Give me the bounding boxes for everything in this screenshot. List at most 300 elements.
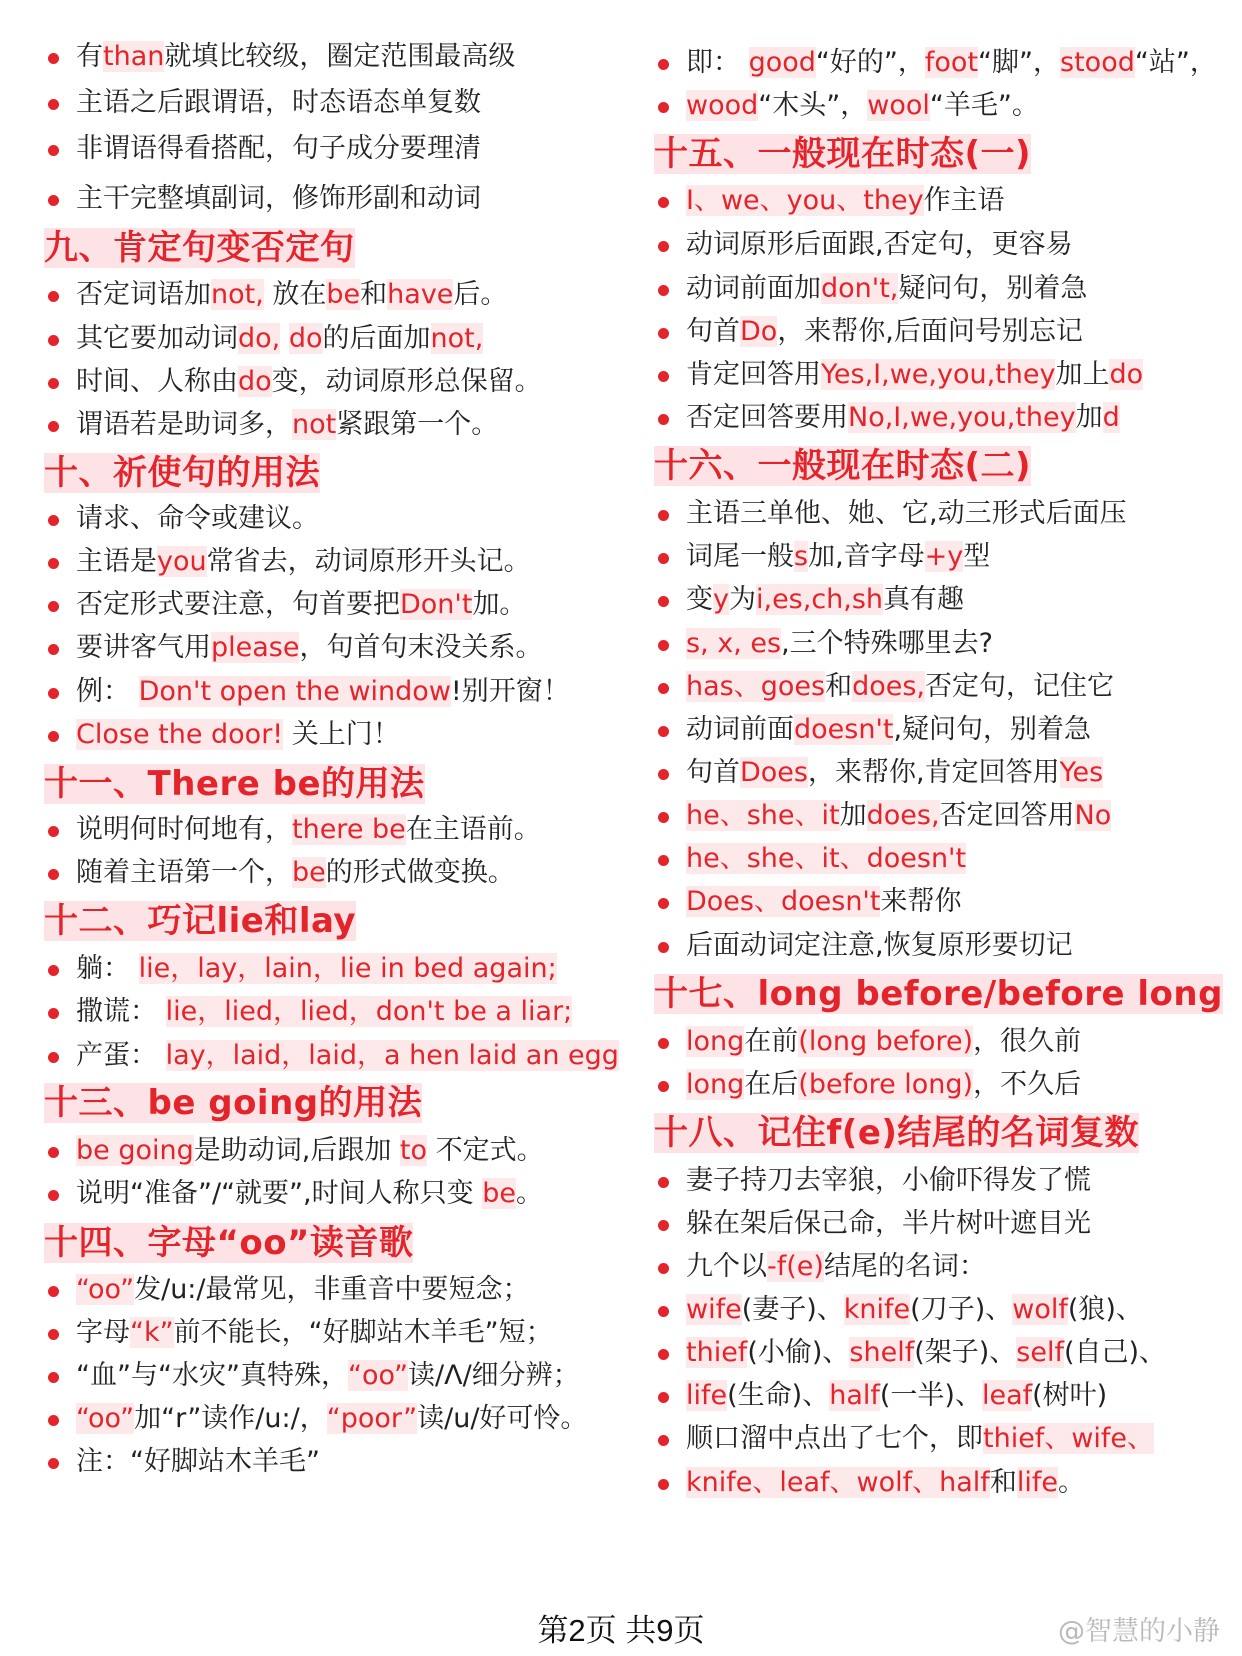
line-text: 后。 (453, 279, 508, 310)
bullet-icon (48, 378, 59, 389)
highlighted-term: long (686, 1069, 745, 1100)
rhyme-line (654, 1381, 1107, 1411)
rhyme-line (654, 403, 1120, 433)
line-text: 加上 (1055, 359, 1110, 390)
highlighted-term: d (1102, 402, 1120, 433)
line-text: 。 (1057, 1467, 1085, 1498)
line-text: 型 (963, 541, 991, 572)
line-text: 在前 (744, 1026, 799, 1057)
line-text: 例： (76, 676, 139, 707)
section-heading-text: 十八、记住f(e)结尾的名词复数 (654, 1113, 1139, 1153)
rhyme-line (654, 672, 1114, 702)
rhyme-line (44, 1179, 543, 1209)
line-text: 字母 (76, 1317, 130, 1348)
line-text: 加“r”读作/u:/， (134, 1403, 327, 1434)
bullet-icon (48, 869, 59, 880)
line-text: 是助动词,后跟加 (193, 1135, 400, 1166)
highlighted-term: Does (740, 757, 808, 788)
rhyme-line (44, 633, 542, 663)
line-text: 前不能长，“好脚站木羊毛”短； (173, 1317, 553, 1348)
bullet-icon (48, 688, 59, 699)
line-text: 动词前面加 (686, 273, 821, 304)
line-text: 就填比较级，圈定范围最高级 (164, 41, 516, 72)
highlighted-term: to (399, 1135, 428, 1166)
rhyme-line (654, 1166, 1091, 1196)
line-text: 主语三单他、她、它,动三形式后面压 (686, 498, 1127, 529)
line-text: (自己)、 (1063, 1337, 1167, 1368)
rhyme-line (654, 1468, 1085, 1498)
rhyme-line (654, 585, 964, 615)
highlighted-term: Don't (400, 589, 473, 620)
highlighted-term: not, (430, 323, 484, 354)
bullet-icon (658, 1306, 669, 1317)
line-text: 妻子持刀去宰狼，小偷吓得发了慌 (686, 1165, 1091, 1196)
line-text: 和 (360, 279, 388, 310)
rhyme-line (654, 1027, 1081, 1057)
line-text (280, 323, 289, 354)
highlighted-term: life (1016, 1467, 1058, 1498)
rhyme-line (654, 230, 1073, 260)
highlighted-term: than (103, 41, 165, 72)
line-text: (小偷)、 (747, 1337, 850, 1368)
rhyme-line (654, 1252, 986, 1282)
rhyme-line (44, 280, 507, 310)
section-heading-text: 十、祈使句的用法 (44, 453, 320, 493)
bullet-icon (658, 596, 669, 607)
rhyme-line (654, 629, 993, 659)
line-text: 即： (686, 47, 749, 78)
line-text: 主语是 (76, 546, 157, 577)
bullet-icon (48, 1458, 59, 1469)
line-text: 其它要加动词 (76, 323, 238, 354)
bullet-icon (48, 731, 59, 742)
rhyme-line (654, 1338, 1166, 1368)
highlighted-term: do (238, 366, 272, 397)
bullet-icon (658, 371, 669, 382)
rhyme-line (654, 758, 1103, 788)
bullet-icon (48, 291, 59, 302)
line-text: 变，动词原形总保留。 (271, 366, 542, 397)
highlighted-term: half (829, 1380, 880, 1411)
rhyme-line (44, 184, 481, 214)
highlighted-term: “oo” (347, 1360, 409, 1391)
highlighted-term: please (211, 632, 300, 663)
highlighted-term: be (326, 279, 361, 310)
highlighted-term: knife、leaf、wolf、half (686, 1467, 990, 1498)
line-text: 后面动词定注意,恢复原形要切记 (686, 930, 1073, 961)
highlighted-term: i,es,ch,sh (755, 584, 884, 615)
bullet-icon (658, 640, 669, 651)
highlighted-term: doesn't (794, 714, 894, 745)
rhyme-line (654, 1424, 1154, 1454)
highlighted-term: thief (686, 1337, 748, 1368)
line-text: 的形式做变换。 (325, 857, 515, 888)
highlighted-term: “k” (130, 1317, 174, 1348)
line-text: 时间、人称由 (76, 366, 238, 397)
section-heading (44, 1223, 413, 1263)
bullet-icon (48, 1190, 59, 1201)
line-text: (架子)、 (914, 1337, 1017, 1368)
line-text: 句首 (686, 757, 740, 788)
bullet-icon (658, 769, 669, 780)
rhyme-line (654, 715, 1091, 745)
line-text: ,三个特殊哪里去? (781, 628, 993, 659)
line-text: 加 (839, 800, 867, 831)
line-text: 发/u:/最常见，非重音中要短念； (134, 1274, 530, 1305)
bullet-icon (48, 601, 59, 612)
line-text: 否定词语加 (76, 279, 211, 310)
bullet-icon (658, 726, 669, 737)
bullet-icon (48, 1286, 59, 1297)
line-text: 的后面加 (322, 323, 431, 354)
rhyme-line (654, 48, 1217, 78)
line-text: 动词原形后面跟,否定句，更容易 (686, 229, 1073, 260)
line-text: “脚”， (978, 47, 1061, 78)
highlighted-term: not (292, 409, 337, 440)
bullet-icon (658, 812, 669, 823)
highlighted-term: lie，lay，lain，lie in bed again; (138, 953, 557, 984)
bullet-icon (658, 553, 669, 564)
bullet-icon (658, 683, 669, 694)
line-text: 变 (686, 584, 713, 615)
section-heading (654, 446, 1031, 486)
bullet-icon (658, 1349, 669, 1360)
highlighted-term: No (1074, 800, 1112, 831)
section-heading-text: 十二、巧记lie和lay (44, 901, 357, 941)
rhyme-line (654, 542, 990, 572)
highlighted-term: Close the door! (76, 719, 284, 750)
rhyme-line (44, 134, 481, 164)
line-text: 句首 (686, 316, 740, 347)
line-text: 读/Λ/细分辨； (408, 1360, 580, 1391)
rhyme-line (44, 42, 515, 72)
line-text: “血”与“水灾”真特殊， (76, 1360, 348, 1391)
section-heading (654, 134, 1031, 174)
rhyme-line (44, 504, 319, 534)
watermark: @智慧的小静 (1058, 1616, 1220, 1647)
rhyme-line (654, 1209, 1091, 1239)
bullet-icon (48, 335, 59, 346)
bullet-icon (658, 898, 669, 909)
highlighted-term: +y (924, 541, 964, 572)
bullet-icon (658, 1081, 669, 1092)
rhyme-line (654, 1070, 1081, 1100)
highlighted-term: good (748, 47, 816, 78)
rhyme-line (44, 815, 541, 845)
rhyme-line (44, 1318, 553, 1348)
line-text: 紧跟第一个。 (336, 409, 499, 440)
rhyme-line (654, 887, 961, 917)
highlighted-term: Yes,I,we,you,they (821, 359, 1056, 390)
line-text: 否定句，记住它 (924, 671, 1114, 702)
bullet-icon (658, 414, 669, 425)
highlighted-term: “poor” (326, 1403, 418, 1434)
line-text: 说明“准备”/“就要”,时间人称只变 (76, 1178, 483, 1209)
highlighted-term: has、goes (686, 671, 826, 702)
rhyme-line (44, 367, 542, 397)
highlighted-term: do (1109, 359, 1144, 390)
line-text: 主干完整填副词，修饰形副和动词 (76, 183, 481, 214)
line-text: ，很久前 (973, 1026, 1082, 1057)
line-text: “木头”， (758, 90, 868, 121)
section-heading (44, 1083, 422, 1123)
highlighted-term: y (713, 584, 729, 615)
line-text: 加,音字母 (808, 541, 925, 572)
line-text: (生命)、 (727, 1380, 830, 1411)
highlighted-term: knife (843, 1294, 911, 1325)
rhyme-line (44, 1361, 580, 1391)
section-heading-text: 九、肯定句变否定句 (44, 228, 355, 268)
rhyme-line (44, 858, 515, 888)
bullet-icon (48, 965, 59, 976)
highlighted-term: does, (852, 671, 925, 702)
rhyme-line (44, 1404, 587, 1434)
bullet-icon (48, 145, 59, 156)
line-text: 关上门！ (283, 719, 400, 750)
line-text: (妻子)、 (741, 1294, 844, 1325)
page-footer: 第2页 共9页 (537, 1613, 705, 1648)
highlighted-term: don't, (821, 273, 899, 304)
rhyme-line (44, 720, 400, 750)
bullet-icon (48, 826, 59, 837)
line-text: 在后 (744, 1069, 799, 1100)
bullet-icon (48, 644, 59, 655)
highlighted-term: I、we、you、they (686, 185, 924, 216)
section-heading-text: 十四、字母“oo”读音歌 (44, 1223, 414, 1263)
rhyme-line (654, 186, 1005, 216)
section-heading (44, 901, 356, 941)
line-text: 加 (1075, 402, 1103, 433)
bullet-icon (48, 1052, 59, 1063)
line-text: 和 (989, 1467, 1017, 1498)
highlighted-term: he、she、it (686, 800, 840, 831)
line-text: 否定形式要注意，句首要把 (76, 589, 400, 620)
rhyme-line (44, 547, 531, 577)
bullet-icon (658, 285, 669, 296)
rhyme-line (44, 1041, 619, 1071)
line-text: 放在 (263, 279, 327, 310)
rhyme-line (654, 499, 1127, 529)
bullet-icon (658, 197, 669, 208)
line-text: !别开窗！ (450, 676, 570, 707)
highlighted-term: does, (866, 800, 940, 831)
highlighted-term: (before long) (798, 1069, 974, 1100)
section-heading-text: 十一、There be的用法 (44, 764, 425, 804)
line-text: ，不久后 (973, 1069, 1082, 1100)
rhyme-line (654, 317, 1083, 347)
line-text: 躲在架后保己命，半片树叶遮目光 (686, 1208, 1091, 1239)
line-text: (树叶) (1032, 1380, 1108, 1411)
rhyme-line (44, 1136, 544, 1166)
line-text: ,疑问句，别着急 (893, 714, 1092, 745)
bullet-icon (658, 1435, 669, 1446)
line-text: 否定回答要用 (686, 402, 848, 433)
highlighted-term: foot (924, 47, 979, 78)
bullet-icon (658, 942, 669, 953)
highlighted-term: wood (686, 90, 759, 121)
highlighted-term: “oo” (76, 1403, 135, 1434)
line-text: 躺： (76, 953, 139, 984)
rhyme-line (654, 931, 1073, 961)
line-text: 读/u/好可怜。 (417, 1403, 588, 1434)
highlighted-term: have (387, 279, 454, 310)
highlighted-term: lay，laid，laid，a hen laid an egg (165, 1040, 619, 1071)
bullet-icon (48, 99, 59, 110)
bullet-icon (658, 1479, 669, 1490)
bullet-icon (48, 53, 59, 64)
bullet-icon (658, 102, 669, 113)
section-heading-text: 十三、be going的用法 (44, 1083, 423, 1123)
highlighted-term: wolf (1012, 1294, 1068, 1325)
highlighted-term: Yes (1059, 757, 1104, 788)
highlighted-term: Do (740, 316, 778, 347)
line-text: “好的”， (815, 47, 925, 78)
section-heading-text: 十六、一般现在时态(二) (654, 446, 1032, 486)
highlighted-term: self (1016, 1337, 1064, 1368)
highlighted-term: do, (238, 323, 281, 354)
bullet-icon (658, 1220, 669, 1231)
bullet-icon (658, 1038, 669, 1049)
bullet-icon (658, 1392, 669, 1403)
bullet-icon (658, 1177, 669, 1188)
rhyme-line (44, 590, 526, 620)
highlighted-term: No,I,we,you,they (848, 402, 1076, 433)
rhyme-line (654, 1295, 1143, 1325)
highlighted-term: (long before) (798, 1026, 974, 1057)
bullet-icon (48, 1372, 59, 1383)
highlighted-term: -f(e) (767, 1251, 824, 1282)
line-text: 顺口溜中点出了七个，即 (686, 1423, 983, 1454)
section-heading (44, 764, 425, 804)
highlighted-term: be going (76, 1135, 194, 1166)
section-heading-text: 十七、long before/before long (654, 974, 1223, 1014)
highlighted-term: “oo” (76, 1274, 135, 1305)
rhyme-line (44, 1447, 320, 1477)
highlighted-term: thief、wife、 (983, 1423, 1155, 1454)
line-text: 请求、命令或建议。 (76, 503, 319, 534)
highlighted-term: Does、doesn't (686, 886, 881, 917)
bullet-icon (48, 515, 59, 526)
highlighted-term: not, (211, 279, 264, 310)
line-text: 不定式。 (427, 1135, 544, 1166)
highlighted-term: life (686, 1380, 728, 1411)
highlighted-term: do (288, 323, 323, 354)
bullet-icon (48, 1415, 59, 1426)
rhyme-line (654, 274, 1087, 304)
line-text: 要讲客气用 (76, 632, 211, 663)
line-text: 真有趣 (883, 584, 965, 615)
rhyme-line (44, 677, 570, 707)
section-heading-text: 十五、一般现在时态(一) (654, 134, 1032, 174)
highlighted-term: stood (1060, 47, 1135, 78)
highlighted-term: lie，lied，lied，don't be a liar; (165, 996, 573, 1027)
line-text: 否定回答用 (939, 800, 1075, 831)
line-text: 作主语 (923, 185, 1005, 216)
bullet-icon (48, 558, 59, 569)
line-text: 九个以 (686, 1251, 767, 1282)
highlighted-term: be (292, 857, 326, 888)
highlighted-term: you (157, 546, 207, 577)
rhyme-line (44, 1275, 530, 1305)
line-text: 结尾的名词： (823, 1251, 986, 1282)
section-heading (44, 453, 320, 493)
rhyme-line (44, 410, 498, 440)
line-text: 词尾一般 (686, 541, 794, 572)
rhyme-line (654, 844, 966, 874)
highlighted-term: long (686, 1026, 745, 1057)
section-heading (654, 974, 1223, 1014)
highlighted-term: Don't open the window (138, 676, 451, 707)
bullet-icon (658, 1263, 669, 1274)
highlighted-term: he、she、it、doesn't (686, 843, 967, 874)
bullet-icon (658, 241, 669, 252)
bullet-icon (658, 59, 669, 70)
line-text: ，来帮你,后面问号别忘记 (777, 316, 1083, 347)
rhyme-line (44, 997, 572, 1027)
line-text: 动词前面 (686, 714, 794, 745)
bullet-icon (48, 421, 59, 432)
line-text: 加。 (472, 589, 527, 620)
line-text: 谓语若是助词多， (76, 409, 292, 440)
line-text: 有 (76, 41, 103, 72)
line-text: ，来帮你,肯定回答用 (808, 757, 1060, 788)
line-text: ，句首句末没关系。 (299, 632, 543, 663)
line-text: 主语之后跟谓语，时态语态单复数 (76, 87, 481, 118)
rhyme-line (654, 801, 1111, 831)
line-text: 疑问句，别着急 (898, 273, 1088, 304)
section-heading (654, 1113, 1139, 1153)
highlighted-term: wife (686, 1294, 742, 1325)
line-text: 肯定回答用 (686, 359, 821, 390)
highlighted-term: s (794, 541, 809, 572)
line-text: 来帮你 (880, 886, 962, 917)
highlighted-term: shelf (849, 1337, 915, 1368)
bullet-icon (48, 1329, 59, 1340)
highlighted-term: s, x, es (686, 628, 782, 659)
line-text: 说明何时何地有， (76, 814, 292, 845)
section-heading (44, 228, 355, 268)
bullet-icon (48, 1147, 59, 1158)
bullet-icon (48, 195, 59, 206)
line-text: “站”， (1134, 47, 1217, 78)
rhyme-line (44, 88, 481, 118)
line-text: 在主语前。 (405, 814, 541, 845)
rhyme-line (654, 91, 1039, 121)
bullet-icon (48, 1008, 59, 1019)
line-text: “羊毛”。 (929, 90, 1039, 121)
line-text: 非谓语得看搭配，句子成分要理清 (76, 133, 481, 164)
highlighted-term: wool (867, 90, 930, 121)
line-text: (狼)、 (1067, 1294, 1143, 1325)
highlighted-term: be (482, 1178, 516, 1209)
line-text: 产蛋： (76, 1040, 166, 1071)
bullet-icon (658, 510, 669, 521)
rhyme-line (654, 360, 1143, 390)
highlighted-term: leaf (981, 1380, 1033, 1411)
line-text: 为 (728, 584, 756, 615)
rhyme-line (44, 324, 483, 354)
bullet-icon (658, 328, 669, 339)
line-text: 和 (825, 671, 853, 702)
line-text: 常省去，动词原形开头记。 (206, 546, 531, 577)
line-text: (刀子)、 (910, 1294, 1013, 1325)
line-text: 。 (515, 1178, 543, 1209)
rhyme-line (44, 954, 557, 984)
bullet-icon (658, 855, 669, 866)
line-text: 撒谎： (76, 996, 166, 1027)
line-text: (一半)、 (879, 1380, 982, 1411)
highlighted-term: there be (292, 814, 406, 845)
